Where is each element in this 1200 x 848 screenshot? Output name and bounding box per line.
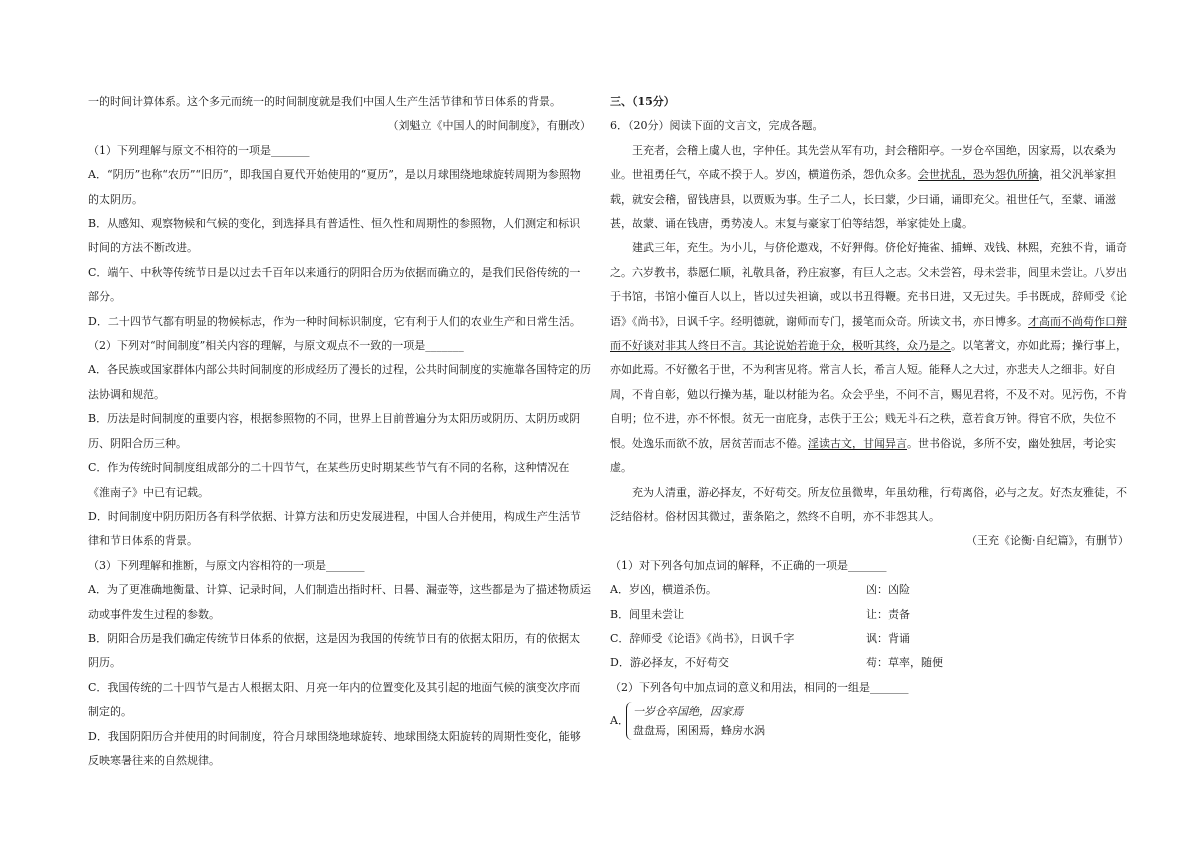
r-question-2-option-a [610, 702, 1129, 740]
question-1-option-c: C．端午、中秋等传统节日是以过去千百年以来通行的阴阳合历为依据而确立的，是我们民俗传统的一部分。 [88, 265, 581, 304]
r-question-1-option-d [610, 651, 1129, 675]
r-question-1-option-b [610, 603, 1129, 627]
question-2-option-a: A．各民族或国家群体内部公共时间制度的形成经历了漫长的过程，公共时间制度的实施靠各国特定的历法协调和规范。 [88, 363, 591, 401]
r-question-1-stem: （1）对下列各句加点词的解释，不正确的一项是_______ [610, 558, 887, 572]
question-3-option-a: A．为了更准确地衡量、计算、记录时间，人们制造出指时杆、日晷、漏壶等，这些都是为了描述物质运动或事件发生过程的参数。 [88, 583, 591, 621]
option-a-line-2: 盘盘焉，囷囷焉，蜂房水涡 [633, 724, 765, 738]
option-c-gloss: 讽：背诵 [866, 631, 910, 645]
r-question-1-option-c [610, 627, 1129, 651]
option-a-sentence: A．岁凶，横道杀伤。 [610, 583, 717, 597]
p2-underlined-1: 才高而不尚苟作口辩而不好谈对非其人终日不言。 [610, 314, 1127, 353]
p2-text-c: 。以笔著文，亦如此焉；操行事上，亦如此焉。不好徼名于世，不为利害见将。常言人长，希言人短。能释人之大过，亦悲夫人之细非。好自周，不肯自彰，勉以行操为基，耻以材能为名。众会乎坐，不问不言，赐见君将，不及不对。见污伤，不肯自明；位不进，亦不怀恨。贫无一亩庇身，志佚于王公；贱无斗石之秩，意若食万钟。得官不欣，失位不恨。处逸乐而欲不放，居贫苦而志不倦。 [610, 339, 1127, 450]
p2-text-a: 建武三年，充生。为小儿，与侪伦遨戏，不好狎侮。侪伦好掩雀、捕蝉、戏钱、林熙，充独不肯，诵奇之。六岁教书，恭愿仁顺，礼敬具备，矜庄寂寥，有巨人之志。父未尝笞，母未尝非，闾里未尝让。八岁出于书馆，书馆小僮百人以上，皆以过失袒谪，或以书丑得鞭。充书日进，又无过失。手书既成，辞师受《论语》《尚书》，日讽千字。经明德就，谢师而专门，援笔而众奇。所读文书，亦日博多。 [610, 241, 1127, 328]
option-a-label: A． [610, 713, 629, 727]
section-heading: 三、（15分） [610, 95, 675, 108]
question-3-option-c: C．我国传统的二十四节气是古人根据太阳、月亮一年内的位置变化及其引起的地面气候的演变次序而制定的。 [88, 680, 581, 719]
p2-text-d: 。世书俗说，多所不安，幽处独居，考论实虚。 [610, 436, 1116, 475]
option-d-sentence: D．游必择友，不好苟交 [610, 656, 729, 670]
question-2-option-b: B．历法是时间制度的重要内容，根据参照物的不同，世界上目前普遍分为太阳历或阴历、太阴历或阴历、阴阳合历三种。 [88, 412, 581, 450]
question-1-option-b: B．从感知、观察物候和气候的变化，到选择具有普适性、恒久性和周期性的参照物，人们测定和标识时间的方法不断改进。 [88, 217, 581, 255]
option-d-gloss: 苟：草率，随便 [866, 656, 943, 670]
p1-text-b: ，祖父汎举家担载，就安会稽，留钱唐县，以贾贩为事。生子二人，长曰蒙，少曰诵，诵即充父。祖世任气，至蒙、诵滋甚，故蒙、诵在钱唐，勇势凌人。末复与豪家丁伯等结怨，举家徙处上虞。 [610, 168, 1116, 231]
question-1-option-a: A．“阴历”也称“农历”“旧历”，即我国自夏代开始使用的“夏历”，是以月球围绕地球旋转周期为参照物的太阴历。 [88, 168, 581, 206]
option-c-sentence: C．辞师受《论语》《尚书》，日讽千字 [610, 631, 795, 645]
passage-tail: 一的时间计算体系。这个多元而统一的时间制度就是我们中国人生产生活节律和节日体系的背景。 [88, 95, 561, 108]
option-b-sentence: B．闾里未尝让 [610, 607, 685, 621]
option-b-gloss: 让：责备 [866, 607, 910, 621]
question-2-option-d: D．时间制度中阴历阳历各有科学依据、计算方法和历史发展进程，中国人合并使用，构成生产生活节律和节日体系的背景。 [88, 509, 581, 548]
question-1-stem: （1）下列理解与原文不相符的一项是_______ [88, 143, 310, 157]
p2-underlined-2: 其论说始若诡于众，极听其终，众乃是之 [753, 339, 951, 353]
right-column [610, 90, 1129, 740]
classical-text-source: （王充《论衡·自纪篇》，有删节） [966, 534, 1129, 548]
option-a-line-1: 一岁仓卒国绝，因家焉 [633, 705, 743, 719]
question-3-option-b: B．阴阳合历是我们确定传统节日体系的依据，这是因为我国的传统节日有的依据太阳历，有的依据太阴历。 [88, 631, 581, 670]
option-a-gloss: 凶：凶险 [866, 583, 910, 597]
classical-text-paragraph-2 [610, 236, 1129, 480]
question-3-option-d: D．我国阴阳历合并使用的时间制度，符合月球围绕地球旋转、地球围绕太阳旋转的周期性变化，能够反映寒暑往来的自然规律。 [88, 729, 581, 767]
brace-group [626, 702, 765, 740]
classical-text-paragraph-1 [610, 139, 1129, 237]
classical-text-paragraph-3: 充为人清重，游必择友，不好苟交。所友位虽微卑，年虽幼稚，行苟离俗，必与之友。好杰友雅徒，不泛结俗材。俗材因其微过，蜚条陷之，然终不自明，亦不非怨其人。 [610, 485, 1127, 523]
question-2-option-c: C．作为传统时间制度组成部分的二十四节气，在某些历史时期某些节气有不同的名称，这种情况在《淮南子》中已有记载。 [88, 461, 570, 499]
passage-source: （刘魁立《中国人的时间制度》，有删改） [387, 119, 591, 133]
question-2-stem: （2）下列对“时间制度”相关内容的理解，与原文观点不一致的一项是_______ [88, 339, 464, 353]
left-column [88, 90, 591, 773]
p1-underlined: 会世扰乱，恐为怨仇所擒 [918, 168, 1039, 182]
p2-underlined-3: 淫读古文，甘闻异言 [808, 436, 907, 450]
r-question-2-stem: （2）下列各句中加点词的意义和用法，相同的一组是_______ [610, 680, 909, 694]
question-1-option-d: D．二十四节气都有明显的物候标志，作为一种时间标识制度，它有利于人们的农业生产和日常生活。 [88, 314, 581, 328]
r-question-1-option-a [610, 578, 1129, 602]
p1-text-a: 王充者，会稽上虞人也，字仲任。其先尝从军有功，封会稽阳亭。一岁仓卒国绝，因家焉，以农桑为业。世祖勇任气，卒咸不揆于人。岁凶，横道伤杀，怨仇众多。 [610, 143, 1116, 182]
question-6-stem: 6．（20分）阅读下面的文言文，完成各题。 [610, 119, 824, 133]
question-3-stem: （3）下列理解和推断，与原文内容相符的一项是_______ [88, 558, 365, 572]
